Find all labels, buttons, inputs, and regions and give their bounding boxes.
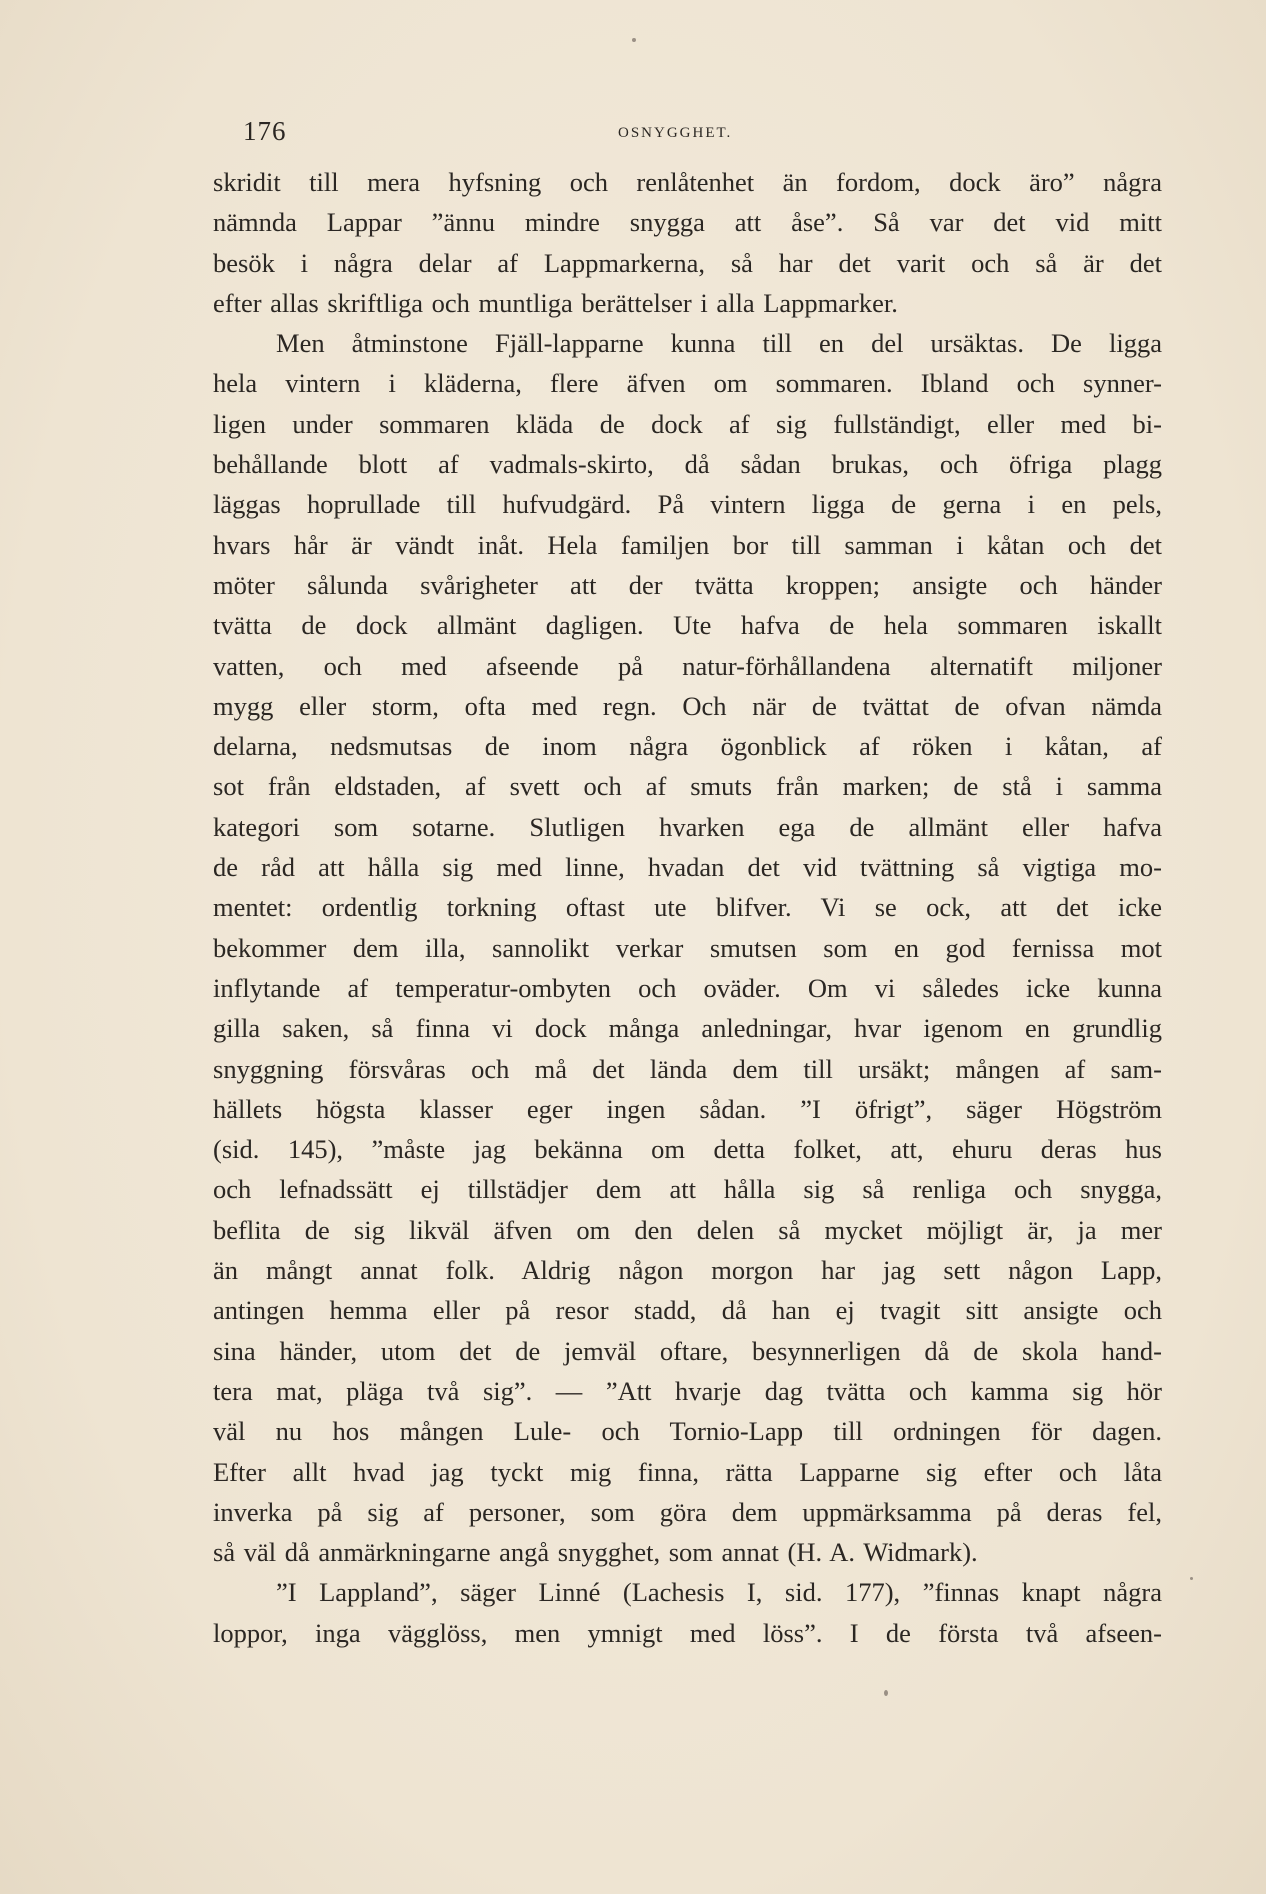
text-line: hela vintern i kläderna, flere äfven om sommaren. Ibland och synner-: [213, 368, 1162, 399]
text-line: så väl då anmärkningarne angå snygghet, som annat (H. A. Widmark).: [213, 1537, 978, 1568]
text-line: Men åtminstone Fjäll-lapparne kunna till en del ursäktas. De ligga: [276, 328, 1162, 359]
text-line: väl nu hos mången Lule- och Tornio-Lapp till ordningen för dagen.: [213, 1416, 1162, 1447]
text-line: vatten, och med afseende på natur-förhållandena alternatift miljoner: [213, 650, 1162, 681]
text-line: hvars hår är vändt inåt. Hela familjen bor till samman i kåtan och det: [213, 529, 1162, 560]
text-line: ligen under sommaren kläda de dock af sig fullständigt, eller med bi-: [213, 408, 1162, 439]
text-line: sina händer, utom det de jemväl oftare, besynnerligen då de skola hand-: [213, 1335, 1162, 1366]
text-line: efter allas skriftliga och muntliga berättelser i alla Lappmarker.: [213, 287, 898, 318]
text-line: (sid. 145), ”måste jag bekänna om detta folket, att, ehuru deras hus: [213, 1134, 1162, 1165]
text-line: behållande blott af vadmals-skirto, då sådan brukas, och öfriga plagg: [213, 449, 1162, 480]
text-line: kategori som sotarne. Slutligen hvarken ega de allmänt eller hafva: [213, 811, 1162, 842]
text-line: de råd att hålla sig med linne, hvadan det vid tvättning så vigtiga mo-: [213, 852, 1162, 883]
text-line: sot från eldstaden, af svett och af smuts från marken; de stå i samma: [213, 771, 1162, 802]
text-line: tvätta de dock allmänt dagligen. Ute hafva de hela sommaren iskallt: [213, 610, 1162, 641]
text-line: loppor, inga vägglöss, men ymnigt med löss”. I de första två afseen-: [213, 1617, 1162, 1648]
text-line: skridit till mera hyfsning och renlåtenhet än fordom, dock äro” några: [213, 167, 1162, 197]
text-line: Efter allt hvad jag tyckt mig finna, rätta Lapparne sig efter och låta: [213, 1456, 1162, 1487]
text-line: beflita de sig likväl äfven om den delen så mycket möjligt är, ja mer: [213, 1214, 1162, 1245]
text-line: antingen hemma eller på resor stadd, då han ej tvagit sitt ansigte och: [213, 1295, 1162, 1326]
paper-speck: [884, 1690, 888, 1696]
running-title: OSNYGGHET.: [618, 125, 733, 141]
page-number: 176: [243, 116, 287, 146]
text-line: möter sålunda svårigheter att der tvätta kroppen; ansigte och händer: [213, 569, 1162, 600]
text-line: bekommer dem illa, sannolikt verkar smutsen som en god fernissa mot: [213, 932, 1162, 963]
text-line: snyggning försvåras och må det lända dem till ursäkt; mången af sam-: [213, 1053, 1162, 1084]
text-line: mygg eller storm, ofta med regn. Och när de tvättat de ofvan nämda: [213, 690, 1162, 721]
running-head: [243, 116, 1173, 146]
text-line: inflytande af temperatur-ombyten och oväder. Om vi således icke kunna: [213, 972, 1162, 1003]
text-line: gilla saken, så finna vi dock många anledningar, hvar igenom en grundlig: [213, 1013, 1162, 1044]
text-line: ”I Lappland”, säger Linné (Lachesis I, sid. 177), ”finnas knapt några: [276, 1577, 1162, 1608]
text-line: besök i några delar af Lappmarkerna, så har det varit och så är det: [213, 247, 1162, 278]
text-line: mentet: ordentlig torkning oftast ute blifver. Vi se ock, att det icke: [213, 892, 1162, 923]
text-line: nämnda Lappar ”ännu mindre snygga att åse”. Så var det vid mitt: [213, 207, 1162, 238]
text-line: tera mat, pläga två sig”. — ”Att hvarje dag tvätta och kamma sig hör: [213, 1375, 1162, 1406]
body-text: [213, 162, 1162, 1653]
paper-speck: [1190, 1577, 1193, 1580]
text-line: inverka på sig af personer, som göra dem uppmärksamma på deras fel,: [213, 1496, 1162, 1527]
text-line: hällets högsta klasser eger ingen sådan. ”I öfrigt”, säger Högström: [213, 1093, 1162, 1124]
text-line: delarna, nedsmutsas de inom några ögonblick af röken i kåtan, af: [213, 731, 1162, 762]
text-line: läggas hoprullade till hufvudgärd. På vintern ligga de gerna i en pels,: [213, 489, 1162, 520]
text-line: och lefnadssätt ej tillstädjer dem att hålla sig så renliga och snygga,: [213, 1174, 1162, 1205]
paper-speck: [632, 38, 636, 42]
text-line: än mångt annat folk. Aldrig någon morgon har jag sett någon Lapp,: [213, 1255, 1162, 1286]
